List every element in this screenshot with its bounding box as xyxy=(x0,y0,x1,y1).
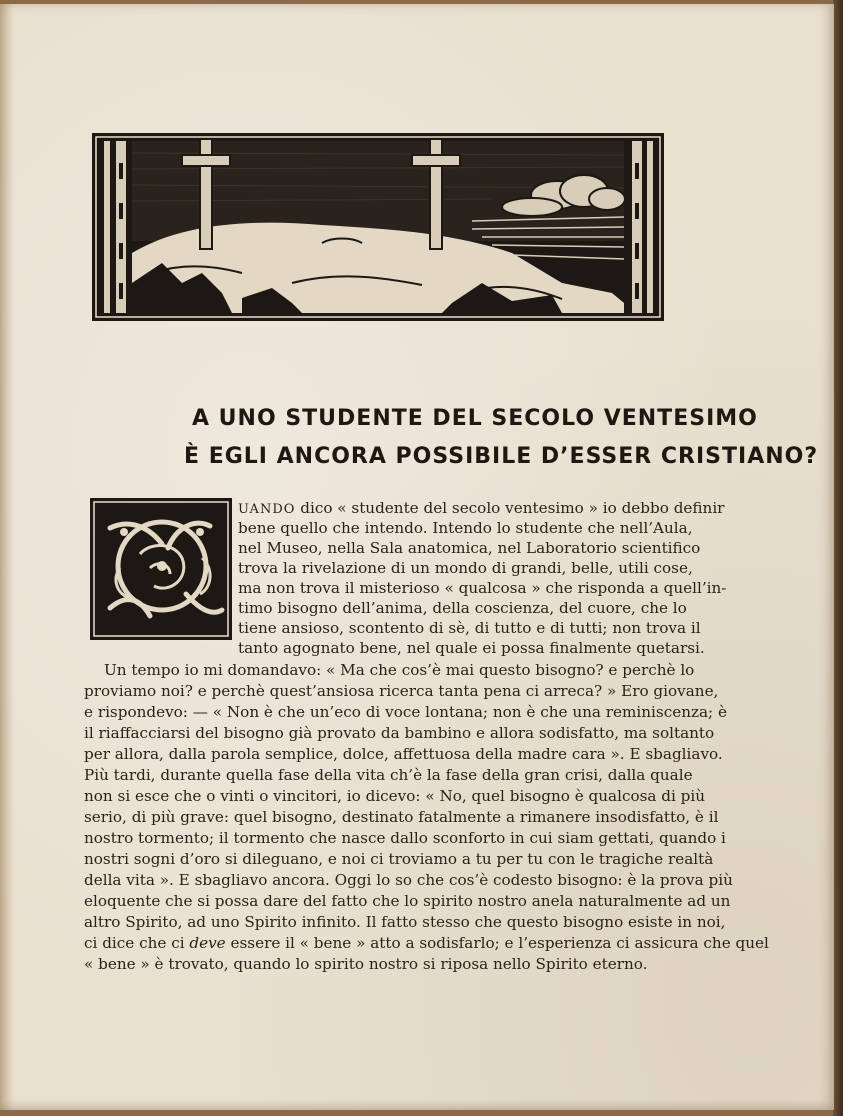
body-line-13: per allora, dalla parola semplice, dolce, affettuosa della madre cara ». E sbagliavo. xyxy=(84,745,723,763)
body-line-5: ma non trova il misterioso « qualcosa » che risponda a quell’in- xyxy=(238,579,727,597)
body-line-12: il riaffacciarsi del bisogno già provato da bambino e allora sodisfatto, ma soltanto xyxy=(84,724,715,742)
body-line-17: nostro tormento; il tormento che nasce dallo sconforto in cui siam gettati, quando i xyxy=(84,829,726,847)
body-line-10: proviamo noi? e perchè quest’ansiosa ricerca tanta pena ci arreca? » Ero giovane, xyxy=(84,682,719,700)
body-line-23: « bene » è trovato, quando lo spirito nostro si riposa nello Spirito eterno. xyxy=(84,955,648,973)
page-fold-shadow xyxy=(0,4,14,1110)
chapter-title-line-2: È EGLI ANCORA POSSIBILE D’ESSER CRISTIANO? xyxy=(184,444,819,469)
body-line-22 xyxy=(84,933,769,953)
body-line-8: tanto agognato bene, nel quale ei possa finalmente quetarsi. xyxy=(238,639,705,657)
body-line-2: bene quello che intendo. Intendo lo studente che nell’Aula, xyxy=(238,519,693,537)
body-line-16: serio, di più grave: quel bisogno, destinato fatalmente a rimanere insodisfatto, è il xyxy=(84,808,719,826)
body-line-20: eloquente che si possa dare del fatto che lo spirito nostro anela naturalmente ad un xyxy=(84,892,731,910)
body-line-4: trova la rivelazione di un mondo di grandi, belle, utili cose, xyxy=(238,559,693,577)
body-line-1-text: dico « studente del secolo ventesimo » io debbo definir xyxy=(295,499,725,517)
body-line-22-c: essere il « bene » atto a sodisfarlo; e l’esperienza ci assicura che quel xyxy=(225,934,769,952)
body-line-1 xyxy=(238,498,725,520)
chapter-title-line-1: A UNO STUDENTE DEL SECOLO VENTESIMO xyxy=(192,406,758,431)
emphasis-deve: deve xyxy=(189,934,226,952)
book-edge xyxy=(833,0,843,1116)
body-line-22-a: ci dice che ci xyxy=(84,934,190,952)
body-line-7: tiene ansioso, scontento di sè, di tutto e di tutti; non trova il xyxy=(238,619,701,637)
body-line-15: non si esce che o vinti o vincitori, io dicevo: « No, quel bisogno è qualcosa di più xyxy=(84,787,706,805)
body-line-21: altro Spirito, ad uno Spirito infinito. Il fatto stesso che questo bisogno esiste in noi, xyxy=(84,913,726,931)
body-line-11: e rispondevo: — « Non è che un’eco di voce lontana; non è che una reminiscenza; è xyxy=(84,703,727,721)
body-line-3: nel Museo, nella Sala anatomica, nel Laboratorio scientifico xyxy=(238,539,701,557)
body-line-19: della vita ». E sbagliavo ancora. Oggi lo so che cos’è codesto bisogno: è la prova più xyxy=(84,871,733,889)
body-line-14: Più tardi, durante quella fase della vita ch’è la fase della gran crisi, dalla quale xyxy=(84,766,693,784)
initial-word-rest: UANDO xyxy=(238,502,296,517)
body-line-6: timo bisogno dell’anima, della coscienza, del cuore, che lo xyxy=(238,599,687,617)
body-line-18: nostri sogni d’oro si dileguano, e noi ci troviamo a tu per tu con le tragiche realtà xyxy=(84,850,714,868)
woodcut-headpiece-image xyxy=(92,133,664,321)
body-line-9: Un tempo io mi domandavo: « Ma che cos’è mai questo bisogno? e perchè lo xyxy=(104,661,695,679)
decorative-initial-q-image xyxy=(90,498,232,640)
